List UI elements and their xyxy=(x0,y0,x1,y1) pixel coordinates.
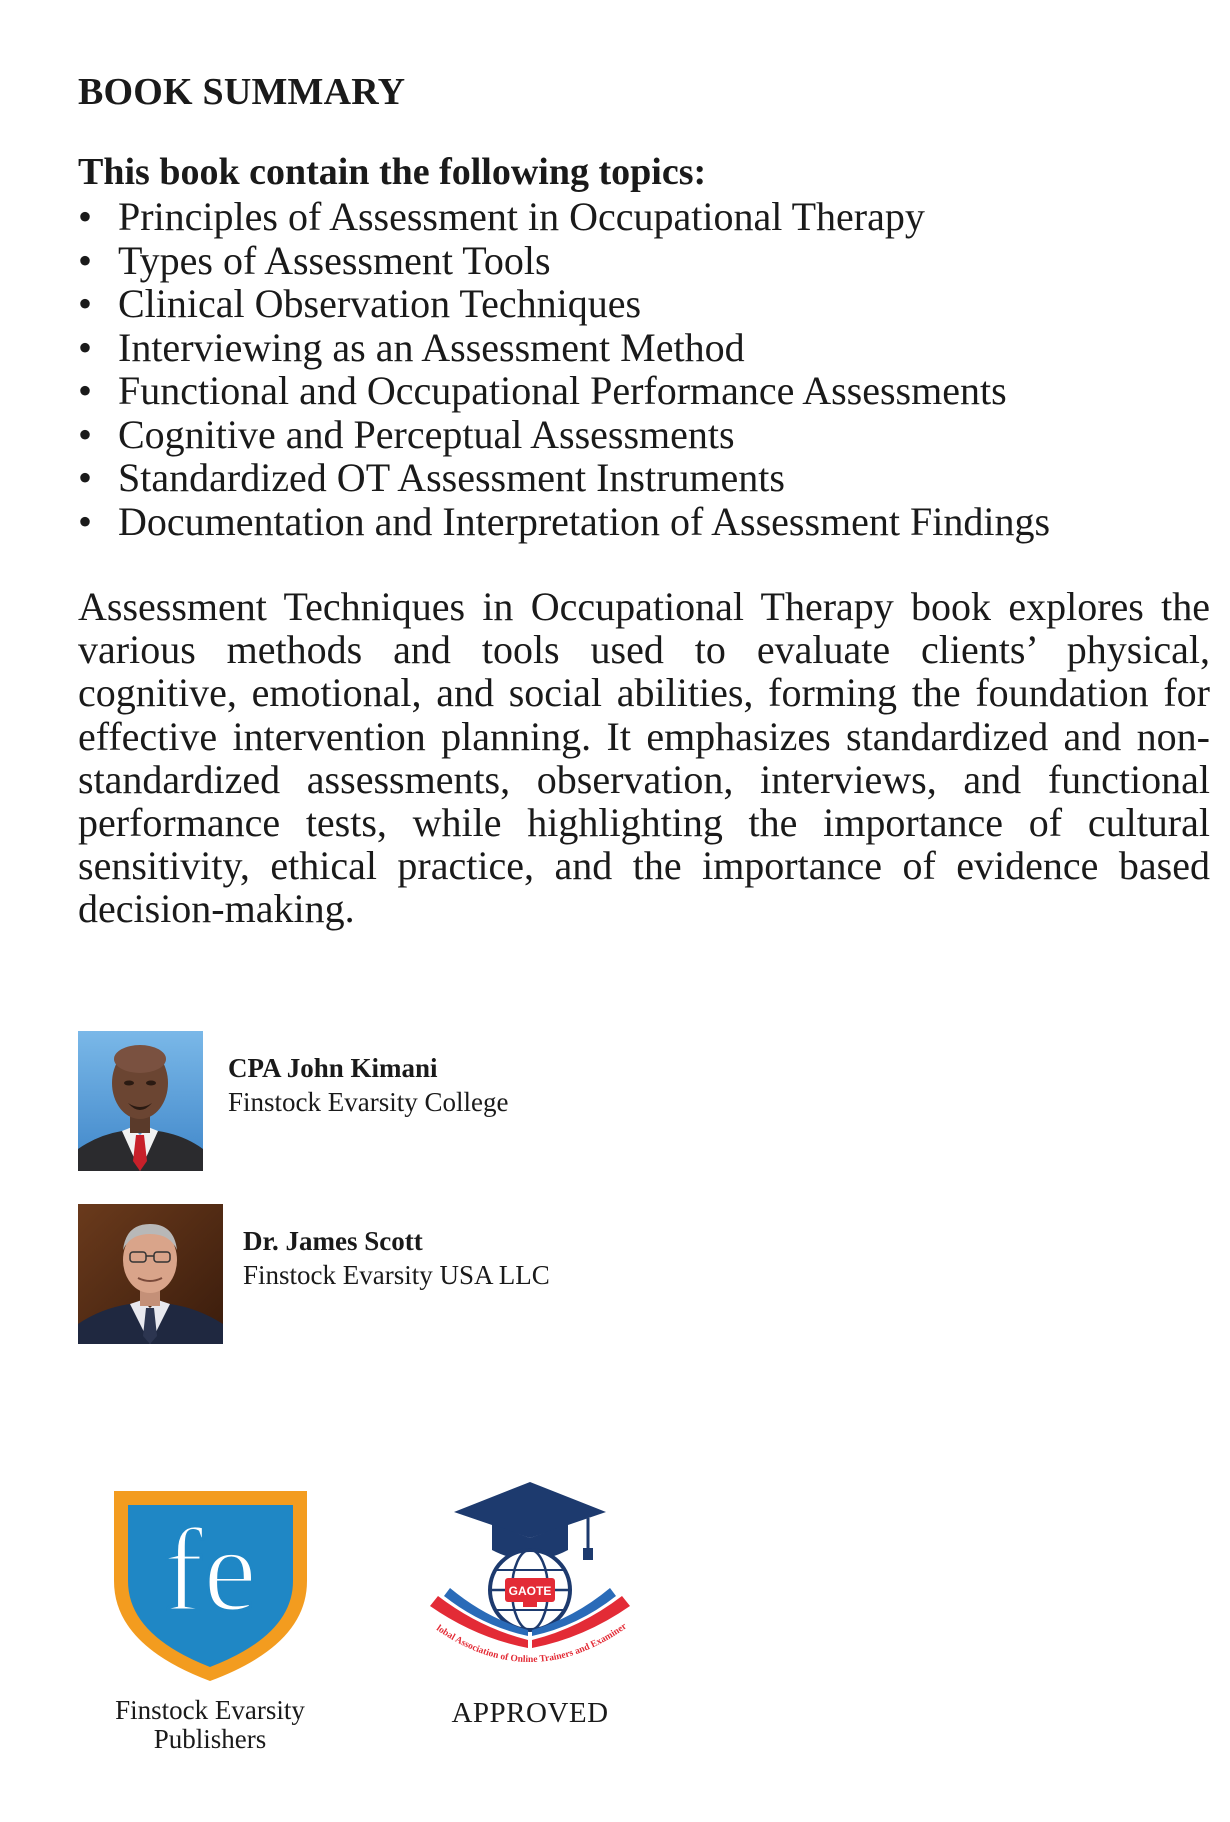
topic-item xyxy=(78,239,1050,283)
publisher-shield-icon xyxy=(108,1485,313,1685)
topic-text: Clinical Observation Techniques xyxy=(118,281,642,326)
topic-item xyxy=(78,282,1050,326)
topic-text: Documentation and Interpretation of Assessment Findings xyxy=(118,498,1051,544)
author-name: CPA John Kimani xyxy=(228,1053,438,1083)
bullet-icon: • xyxy=(78,281,93,326)
topic-item xyxy=(78,413,1050,457)
topic-text: Functional and Occupational Performance Assessments xyxy=(118,368,1007,413)
author-info-2 xyxy=(243,1224,550,1292)
publisher-caption-line2: Publishers xyxy=(153,1724,267,1754)
approval-org-name: lobal Association of Online Trainers and Examiner xyxy=(434,1621,629,1666)
approval-logo xyxy=(410,1478,650,1730)
author-affiliation: Finstock Evarsity College xyxy=(228,1087,509,1117)
author-affiliation: Finstock Evarsity USA LLC xyxy=(243,1260,550,1290)
topic-item xyxy=(78,456,1050,500)
graduation-cap-globe-icon xyxy=(410,1478,650,1688)
summary-heading: BOOK SUMMARY xyxy=(78,71,406,113)
bullet-icon: • xyxy=(78,368,93,413)
topic-text: Cognitive and Perceptual Assessments xyxy=(118,411,735,457)
topic-text: Types of Assessment Tools xyxy=(118,237,551,283)
publisher-logo xyxy=(95,1485,325,1754)
bullet-icon: • xyxy=(78,411,93,457)
publisher-monogram: fe xyxy=(162,1503,257,1636)
author-photo-1 xyxy=(78,1031,203,1171)
bullet-icon: • xyxy=(78,194,93,239)
bullet-icon: • xyxy=(78,237,93,283)
publisher-caption-line1: Finstock Evarsity xyxy=(115,1695,305,1725)
author-card-1 xyxy=(78,1031,508,1171)
approved-caption: APPROVED xyxy=(451,1697,609,1729)
bullet-icon: • xyxy=(78,324,93,370)
topic-item xyxy=(78,326,1050,370)
topic-item xyxy=(78,195,1050,239)
bullet-icon: • xyxy=(78,498,93,544)
approval-acronym: GAOTE xyxy=(508,1584,552,1598)
author-card-2 xyxy=(78,1204,550,1344)
bullet-icon: • xyxy=(78,455,93,500)
summary-paragraph: Assessment Techniques in Occupational Therapy book explores the various methods and tools used to evaluate clients’ physical, cognitive, emotional, and social abilities, forming the foundation for effective intervention planning. It emphasizes standardized and non-standardized assessments, observation, interviews, and functional performance tests, while highlighting the importance of cultural sensitivity, ethical practice, and the importance of evidence based decision-making. xyxy=(78,584,1210,932)
topic-text: Standardized OT Assessment Instruments xyxy=(118,455,785,500)
topic-item xyxy=(78,500,1050,544)
topics-intro: This book contain the following topics: xyxy=(78,151,707,193)
topic-text: Principles of Assessment in Occupational Therapy xyxy=(118,194,925,239)
publisher-caption xyxy=(95,1696,325,1754)
author-photo-2 xyxy=(78,1204,223,1344)
topic-text: Interviewing as an Assessment Method xyxy=(118,324,745,370)
topic-item xyxy=(78,369,1050,413)
author-name: Dr. James Scott xyxy=(243,1226,423,1256)
topics-list xyxy=(78,195,1050,543)
author-info-1 xyxy=(228,1051,508,1119)
